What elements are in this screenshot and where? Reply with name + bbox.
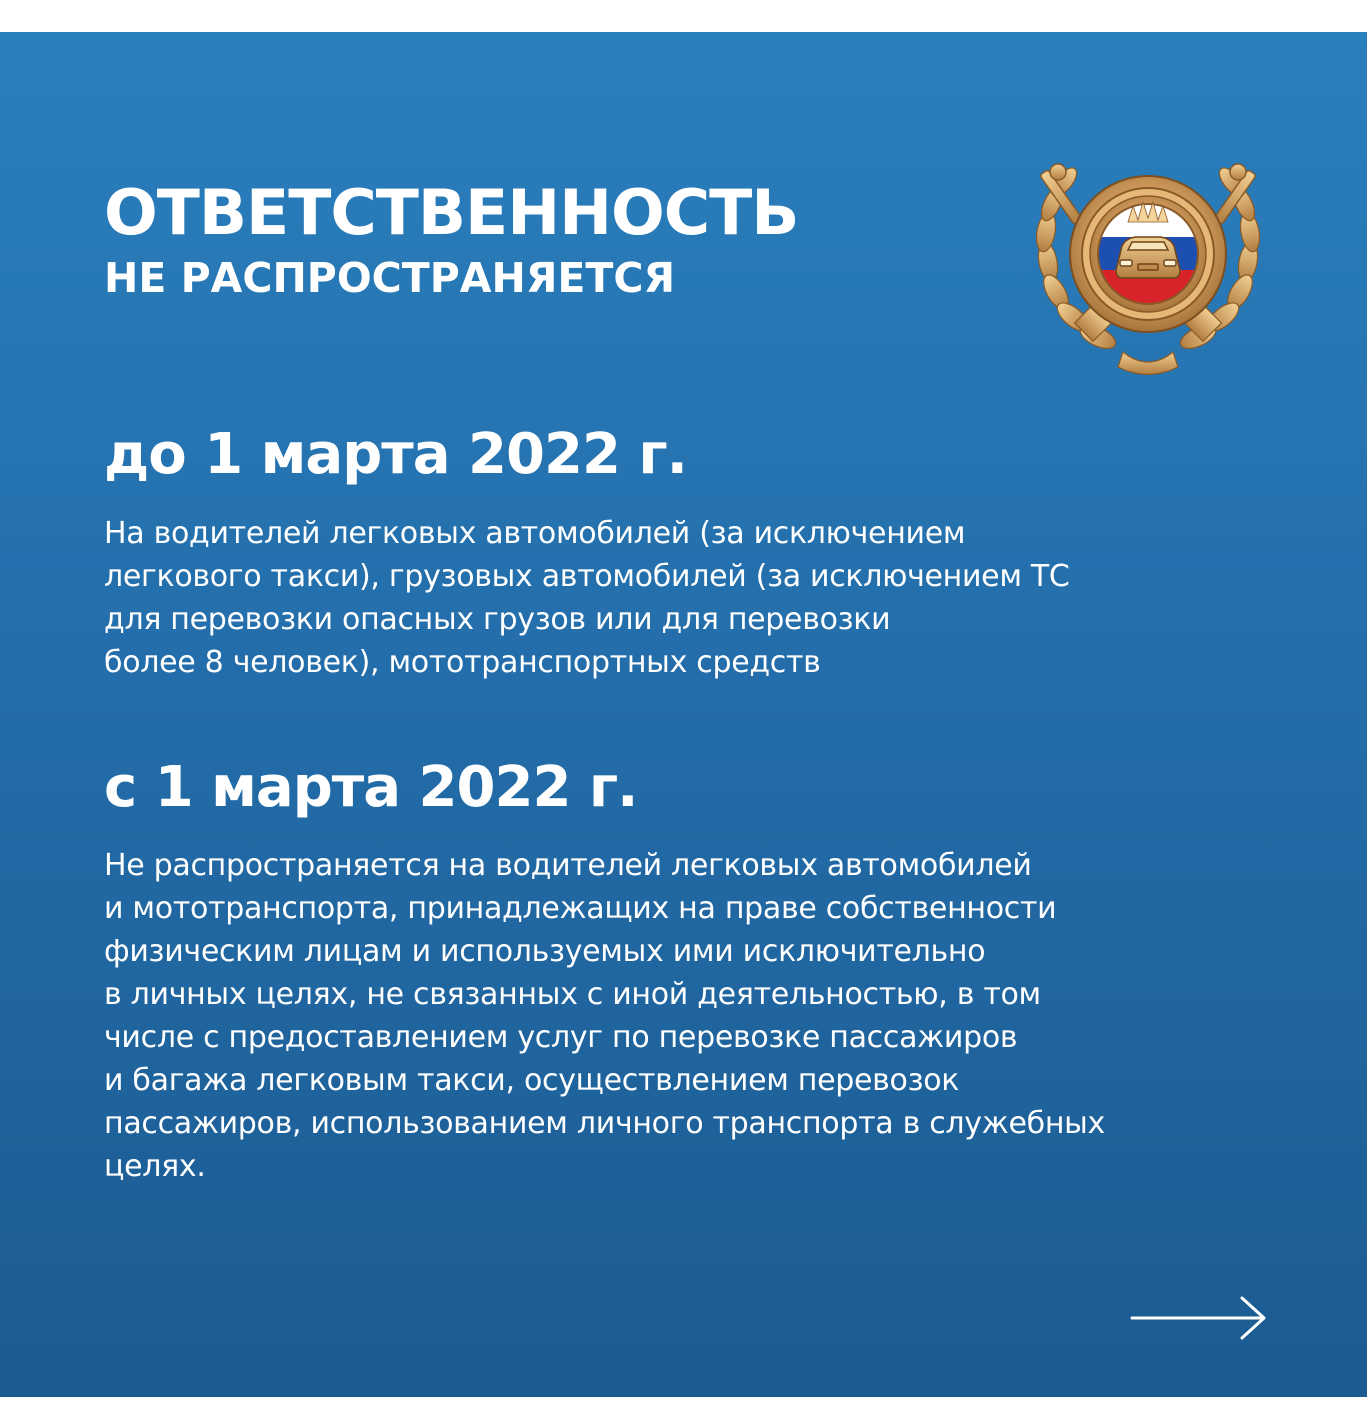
- section-body-line: целях.: [104, 1149, 206, 1184]
- title-line-2: НЕ РАСПРОСТРАНЯЕТСЯ: [104, 254, 676, 302]
- section-body-line: физическим лицам и используемых ими исключительно: [104, 934, 986, 969]
- arrow-right-icon[interactable]: [1128, 1295, 1270, 1341]
- section-body-line: числе с предоставлением услуг по перевозке пассажиров: [104, 1020, 1018, 1055]
- section-heading-after: с 1 марта 2022 г.: [104, 755, 638, 820]
- section-heading-before: до 1 марта 2022 г.: [104, 422, 687, 487]
- page-title: [104, 176, 799, 302]
- title-line-1: ОТВЕТСТВЕННОСТЬ: [104, 176, 799, 249]
- section-body-line: пассажиров, использованием личного транспорта в служебных: [104, 1106, 1105, 1141]
- section-body-line: и мототранспорта, принадлежащих на праве собственности: [104, 891, 1057, 926]
- info-card: [0, 32, 1367, 1397]
- section-body-line: Не распространяется на водителей легковых автомобилей: [104, 848, 1032, 883]
- section-body-line: На водителей легковых автомобилей (за исключением: [104, 516, 966, 551]
- section-body-line: и багажа легковым такси, осуществлением перевозок: [104, 1063, 960, 1098]
- section-body-line: легкового такси), грузовых автомобилей (за исключением ТС: [104, 559, 1070, 594]
- section-body-line: для перевозки опасных грузов или для перевозки: [104, 602, 891, 637]
- traffic-police-emblem-icon: [1028, 132, 1268, 377]
- section-body-before: [104, 512, 1274, 684]
- section-body-after: [104, 844, 1274, 1188]
- section-body-line: более 8 человек), мототранспортных средств: [104, 645, 821, 680]
- section-body-line: в личных целях, не связанных с иной деятельностью, в том: [104, 977, 1041, 1012]
